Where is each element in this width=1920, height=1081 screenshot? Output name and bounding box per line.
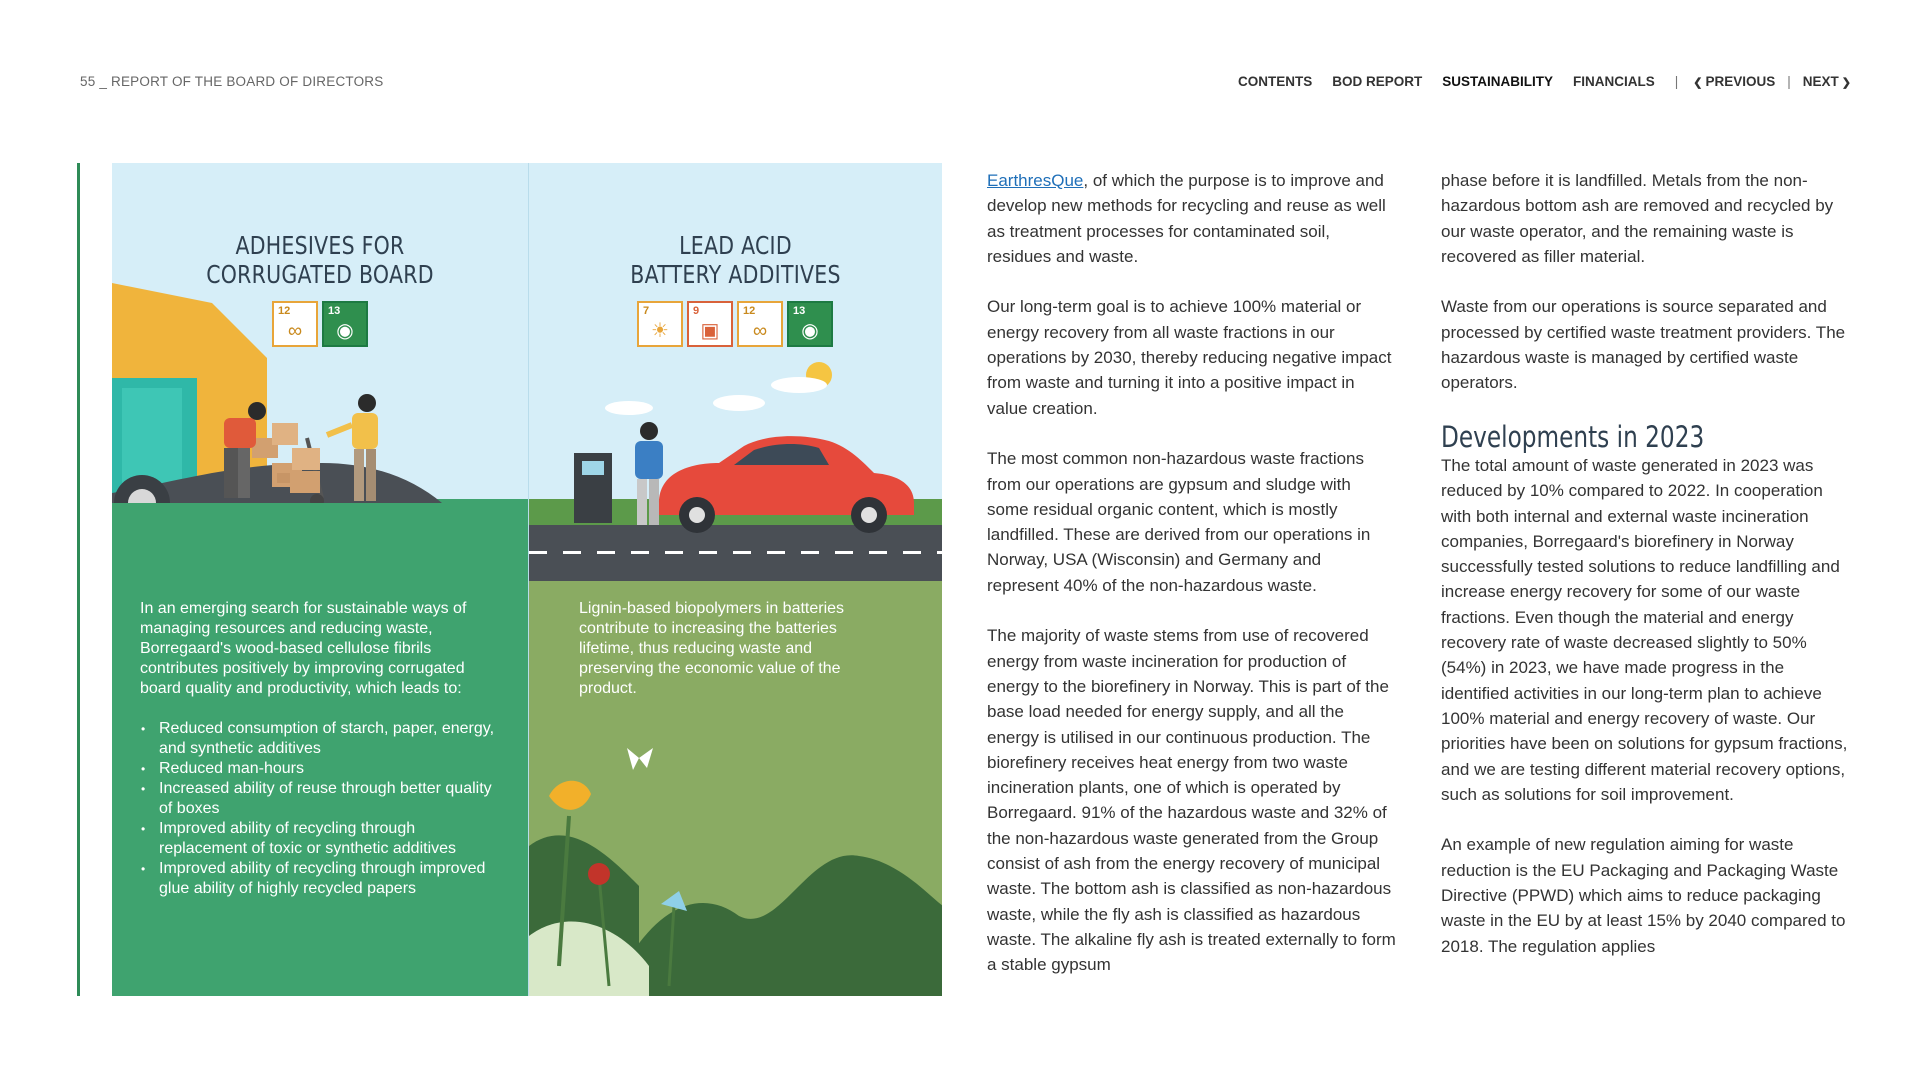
accent-divider: [77, 163, 80, 996]
top-navigation: [1218, 74, 1854, 89]
sdg-number: 12: [278, 305, 291, 317]
infinity-icon: ∞: [752, 320, 768, 342]
panel-title-line: CORRUGATED BOARD: [206, 260, 434, 289]
car-charging-illustration: [529, 163, 942, 583]
flowers-illustration: [529, 736, 942, 996]
nav-previous-label: PREVIOUS: [1705, 74, 1776, 89]
sdg-12-badge: [272, 301, 318, 347]
paragraph: Waste from our operations is source separated and processed by certified waste treatment providers. The hazardous waste is managed by certified waste operators.: [1441, 297, 1846, 393]
sdg-number: 9: [693, 305, 700, 317]
text-column-2: [1441, 168, 1851, 984]
nav-divider: |: [1787, 74, 1791, 89]
list-item: • Reduced man-hours: [140, 759, 500, 779]
panel-title-line: ADHESIVES FOR: [235, 231, 405, 260]
paragraph: [987, 168, 1397, 269]
chevron-right-icon: ❯: [1841, 77, 1851, 89]
panel-text-battery: Lignin-based biopolymers in batteries contribute to increasing the batteries lifetime, thus reducing waste and preserving the economic value of the product.: [579, 600, 845, 697]
panel-intro: In an emerging search for sustainable ways of managing resources and reducing waste, Borregaard's wood-based cellulose fibrils contributes positively by improving corrugated board quality and productivity, which leads to:: [140, 600, 467, 697]
panel-text-adhesives: [140, 599, 500, 899]
infinity-icon: ∞: [287, 320, 303, 342]
sdg-12-badge: [737, 301, 783, 347]
sdg-number: 7: [643, 305, 650, 317]
list-item: • Reduced consumption of starch, paper, energy, and synthetic additives: [140, 719, 500, 759]
earthresque-link[interactable]: EarthresQue: [987, 171, 1084, 190]
paragraph: The most common non-hazardous waste fractions from our operations are gypsum and sludge with some residual organic content, which is mostly landfilled. These are derived from our operations in Norway, USA (Wisconsin) and Germany and represent 40% of the non-hazardous waste.: [987, 449, 1371, 595]
section-heading: Developments in 2023: [1441, 419, 1705, 454]
paragraph: phase before it is landfilled. Metals from the non-hazardous bottom ash are removed and recycled by our waste operator, and the remaining waste is recovered as filler material.: [1441, 171, 1834, 266]
text-column-1: [987, 168, 1397, 1003]
list-item: • Increased ability of reuse through better quality of boxes: [140, 779, 500, 819]
nav-next-label: NEXT: [1802, 74, 1839, 89]
sdg-number: 13: [793, 305, 806, 317]
benefit-list: [140, 719, 500, 899]
panel-title-line: LEAD ACID: [679, 231, 792, 260]
sdg-badge-group: [637, 301, 833, 347]
nav-sustainability[interactable]: SUSTAINABILITY: [1442, 74, 1553, 89]
sdg-badge-group: [272, 301, 368, 347]
sdg-13-badge: [787, 301, 833, 347]
infographic: [112, 163, 942, 996]
sdg-9-badge: [687, 301, 733, 347]
sdg-number: 12: [743, 305, 756, 317]
panel-title-adhesives: [149, 231, 490, 289]
list-item: • Improved ability of recycling through improved glue ability of highly recycled papers: [140, 859, 500, 899]
list-item: • Improved ability of recycling through replacement of toxic or synthetic additives: [140, 819, 500, 859]
panel-battery: [528, 163, 942, 996]
nav-bod-report[interactable]: BOD REPORT: [1332, 74, 1423, 89]
cubes-icon: ▣: [700, 320, 720, 342]
panel-adhesives: [112, 163, 528, 996]
sun-icon: ☀: [651, 320, 669, 342]
sdg-number: 13: [328, 305, 341, 317]
nav-financials[interactable]: FINANCIALS: [1572, 74, 1655, 89]
panel-title-line: BATTERY ADDITIVES: [630, 260, 841, 289]
chevron-left-icon: ❮: [1693, 77, 1703, 89]
sdg-13-badge: [322, 301, 368, 347]
paragraph-text: , of which the purpose is to improve and develop new methods for recycling and reuse as well as treatment processes for contaminated soil, residues and waste.: [987, 171, 1386, 266]
eye-globe-icon: ◉: [336, 320, 354, 342]
paragraph: An example of new regulation aiming for waste reduction is the EU Packaging and Packaging Waste Directive (PPWD) which aims to reduce packaging waste in the EU by at least 15% by 2040 compared to 2018. The regulation applies: [1441, 835, 1846, 956]
eye-globe-icon: ◉: [801, 320, 819, 342]
sdg-7-badge: [637, 301, 683, 347]
nav-previous[interactable]: [1690, 74, 1775, 89]
paragraph: The total amount of waste generated in 2023 was reduced by 10% compared to 2022. In cooperation with both internal and external waste incineration companies, Borregaard's biorefinery in Norway successfully tested solutions to reduce landfilling and increase energy recovery for some of our waste fractions. Even though the material and energy recovery rate of waste decreased slightly to 50% (54%) in 2023, we have made progress in the identified activities in our long-term plan to achieve 100% material and energy recovery of waste. Our priorities have been on solutions for gypsum fractions, and we are testing different material recovery options, such as solutions for soil improvement.: [1441, 455, 1848, 804]
paragraph: The majority of waste stems from use of recovered energy from waste incineration for production of energy to the biorefinery in Norway. This is part of the base load needed for energy supply, and all the energy is utilised in our continuous production. The biorefinery receives heat energy from two waste incineration plants, one of which is operated by Borregaard. 91% of the hazardous waste and 32% of the non-hazardous waste generated from the Group consist of ash from the energy recovery of municipal waste. The bottom ash is classified as non-hazardous waste, while the fly ash is classified as hazardous waste. The alkaline fly ash is treated externally to form a stable gypsum: [987, 626, 1396, 975]
panel-title-battery: [566, 231, 905, 289]
paragraph: Our long-term goal is to achieve 100% material or energy recovery from all waste fractions in our operations by 2030, thereby reducing negative impact from waste and turning it into a positive impact in value creation.: [987, 297, 1392, 418]
nav-divider: |: [1674, 74, 1679, 89]
page-header: 55 _ REPORT OF THE BOARD OF DIRECTORS: [80, 74, 384, 89]
nav-contents[interactable]: CONTENTS: [1237, 74, 1313, 89]
nav-next[interactable]: [1803, 74, 1854, 89]
